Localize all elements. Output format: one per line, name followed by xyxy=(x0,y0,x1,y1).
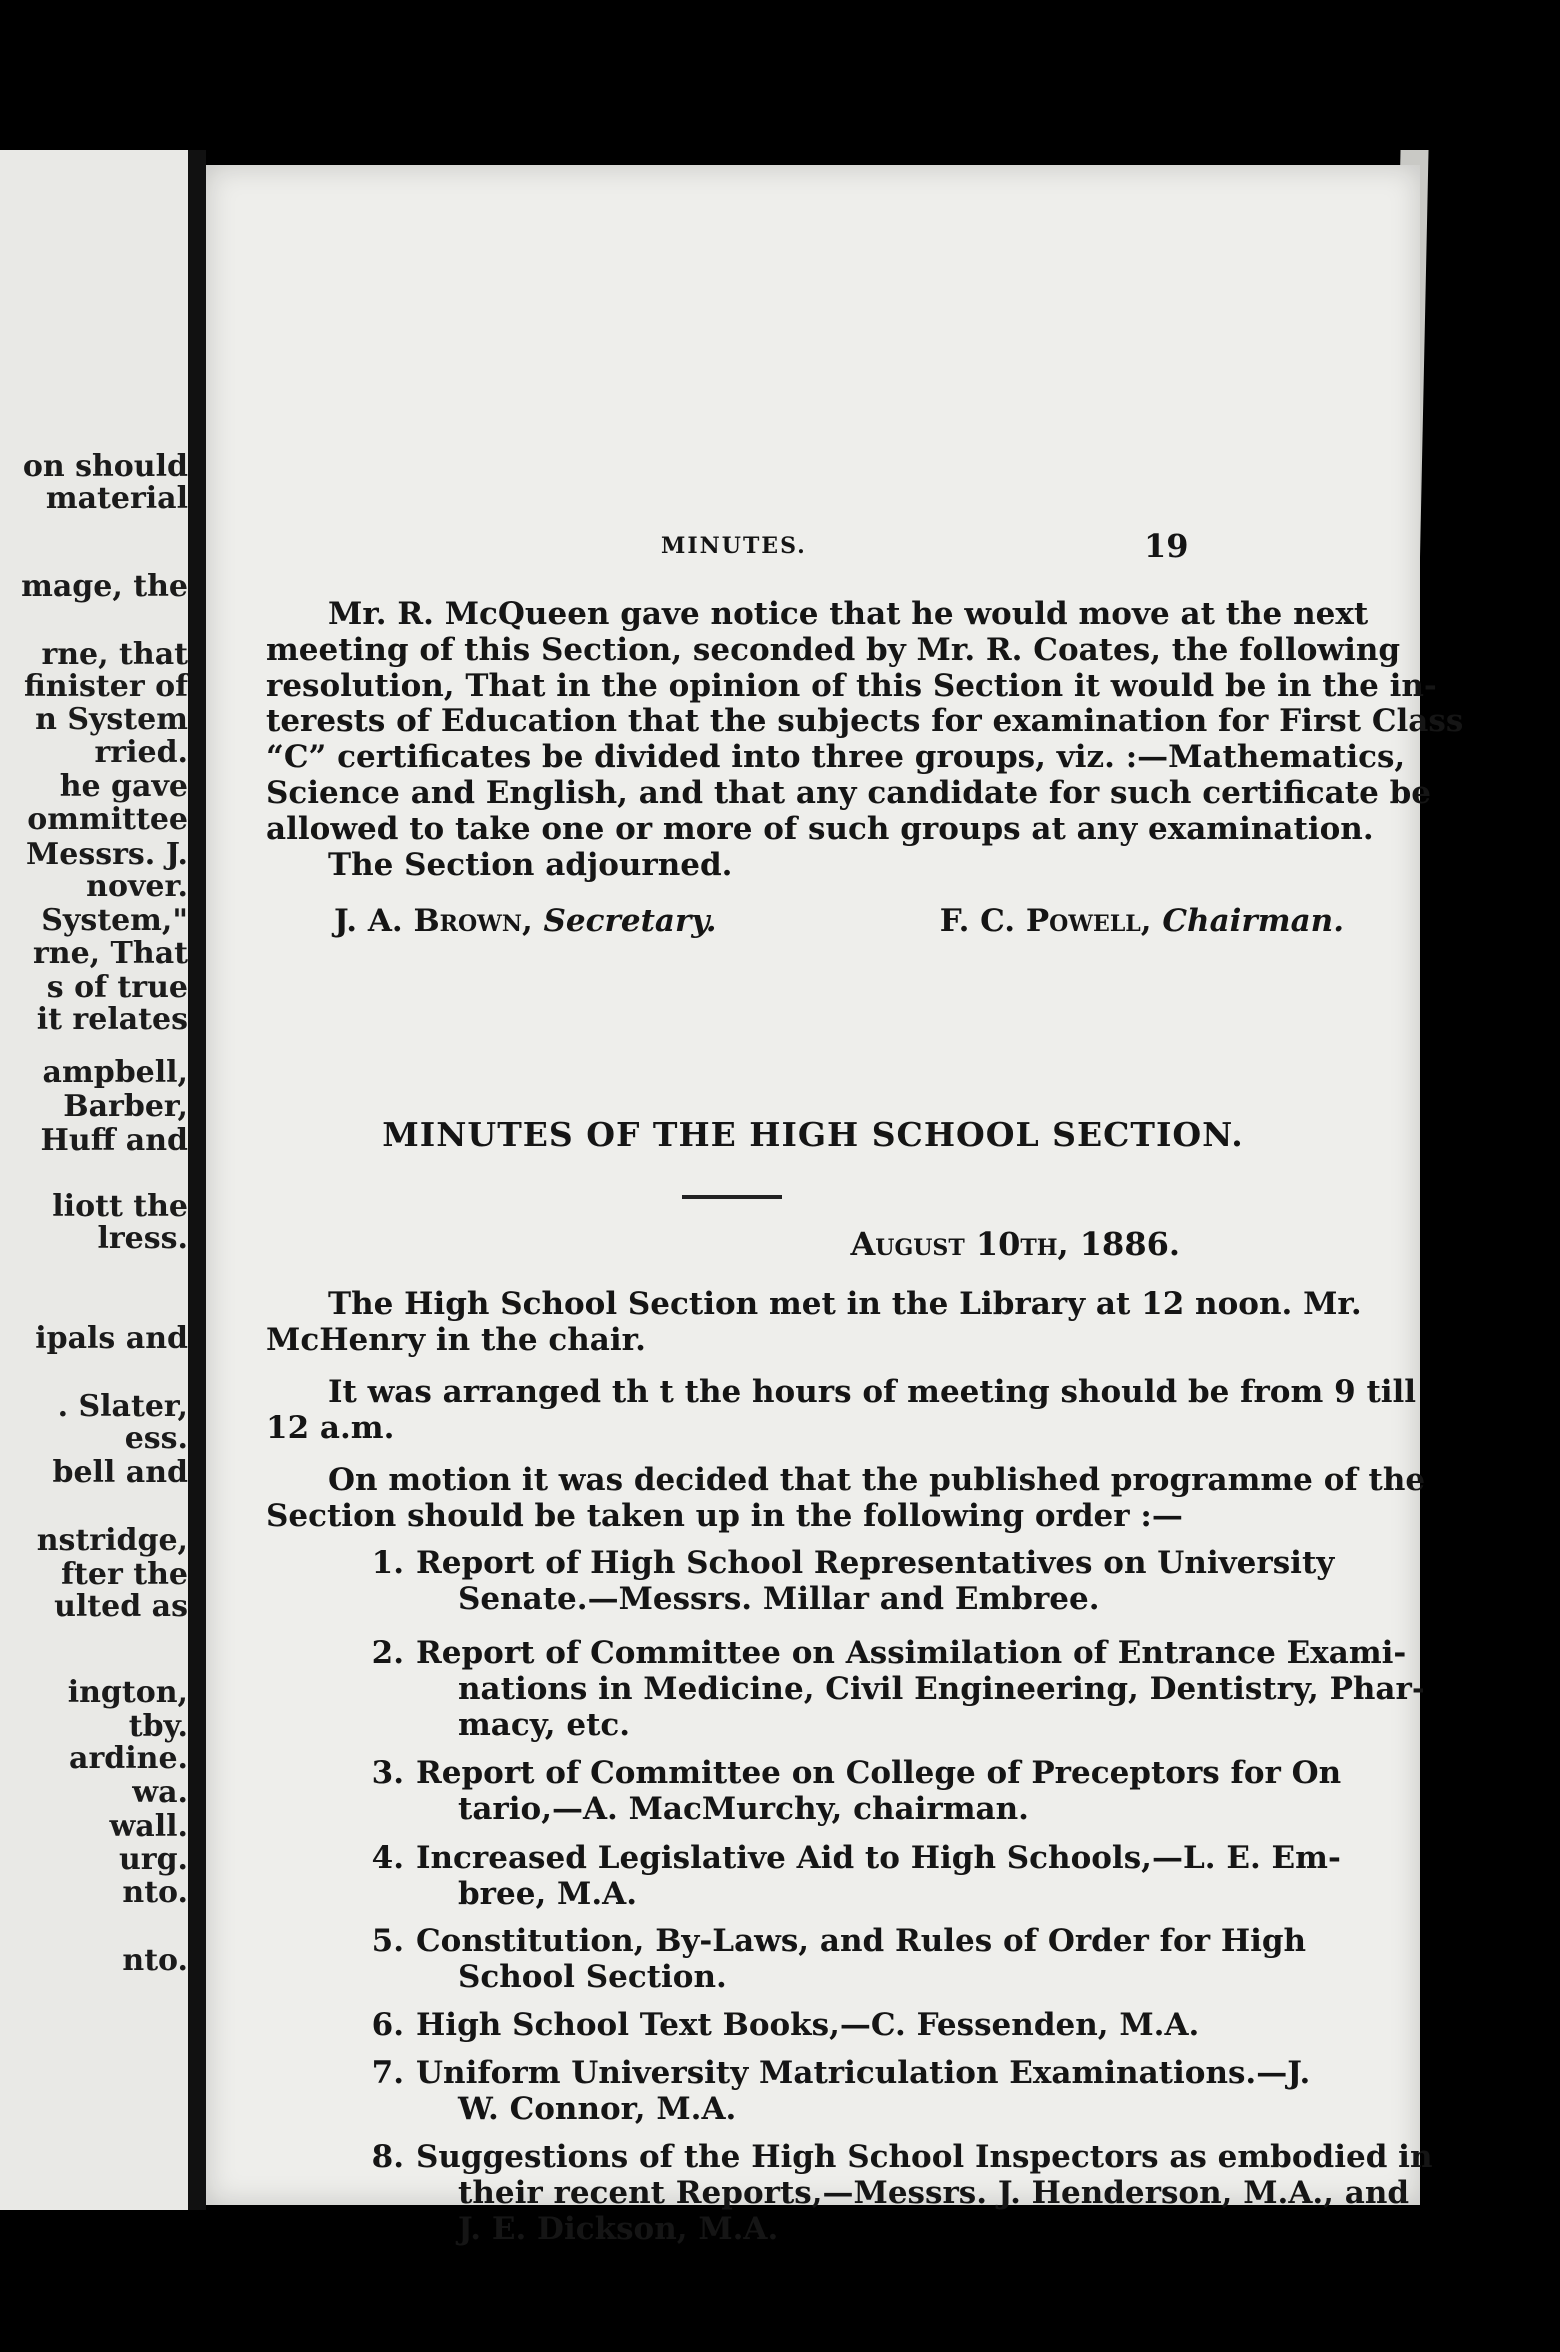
facing-page-line: urg. xyxy=(118,1843,188,1877)
programme-item-line: nations in Medicine, Civil Engineering, Dentistry, Phar- xyxy=(458,1671,1425,1707)
facing-page-line: ommittee xyxy=(27,803,188,837)
facing-page-line: Huff and xyxy=(40,1124,188,1158)
facing-page-line: nto. xyxy=(122,1876,188,1910)
programme-item-text xyxy=(416,2055,1396,2127)
programme-item-number: 4. xyxy=(371,1840,404,1876)
facing-page-line: lress. xyxy=(97,1222,188,1256)
chairman-title: Chairman. xyxy=(1162,903,1344,939)
notice-line: “C” certificates be divided into three groups, viz. :—Mathematics, xyxy=(266,739,1406,776)
notice-line: terests of Education that the subjects for examination for First Class xyxy=(266,703,1464,740)
programme-item-line: Report of Committee on College of Preceptors for On xyxy=(416,1755,1342,1791)
opening-line: McHenry in the chair. xyxy=(266,1321,646,1358)
notice-paragraph xyxy=(266,596,1464,883)
motion-paragraph xyxy=(266,1462,1426,1535)
facing-page-line: ington, xyxy=(67,1676,188,1710)
facing-page-line: . Slater, xyxy=(57,1390,188,1424)
secretary-title: Secretary. xyxy=(543,903,717,939)
title-rule xyxy=(682,1195,782,1199)
chairman-signature xyxy=(940,903,1344,939)
notice-line: Science and English, and that any candidate for such certificate be xyxy=(266,774,1431,811)
facing-page-line: rried. xyxy=(94,736,188,770)
programme-item-line: W. Connor, M.A. xyxy=(458,2091,737,2127)
opening-line: The High School Section met in the Library at 12 noon. Mr. xyxy=(328,1286,1362,1322)
facing-page-line: Messrs. J. xyxy=(26,838,188,872)
running-head: MINUTES. xyxy=(661,533,807,559)
programme-item-line: macy, etc. xyxy=(458,1707,631,1743)
programme-item-line: their recent Reports,—Messrs. J. Henderson, M.A., and xyxy=(458,2175,1410,2211)
programme-item-line: High School Text Books,—C. Fessenden, M.A. xyxy=(416,2007,1200,2043)
facing-page-line: rne, That xyxy=(32,937,188,971)
secretary-signature xyxy=(334,903,717,939)
facing-page-line: ulted as xyxy=(54,1590,188,1624)
notice-line: allowed to take one or more of such groups at any examination. xyxy=(266,810,1374,847)
notice-line: resolution, That in the opinion of this Section it would be in the in- xyxy=(266,667,1437,704)
facing-page-line: wa. xyxy=(132,1776,188,1810)
programme-item-line: Report of Committee on Assimilation of Entrance Exami- xyxy=(416,1635,1407,1671)
facing-page-line: on should xyxy=(22,450,188,484)
facing-page-line: fter the xyxy=(61,1558,188,1592)
programme-item-number: 2. xyxy=(371,1635,404,1671)
programme-item-text xyxy=(416,1545,1396,1617)
programme-item-number: 6. xyxy=(371,2007,404,2043)
facing-page-line: it relates xyxy=(36,1003,188,1037)
facing-page-line: finister of xyxy=(23,670,188,704)
notice-line: meeting of this Section, seconded by Mr. R. Coates, the following xyxy=(266,631,1401,668)
motion-line: Section should be taken up in the following order :— xyxy=(266,1497,1183,1534)
programme-item-number: 8. xyxy=(371,2139,404,2175)
programme-item-number: 1. xyxy=(371,1545,404,1581)
facing-page-line: System," xyxy=(41,904,188,938)
secretary-name: J. A. Brown, xyxy=(334,903,533,939)
programme-item-number: 5. xyxy=(371,1923,404,1959)
motion-line: On motion it was decided that the published programme of the xyxy=(328,1462,1426,1498)
book-page xyxy=(206,165,1464,2247)
section-title: MINUTES OF THE HIGH SCHOOL SECTION. xyxy=(382,1115,1244,1154)
facing-page-line: mage, the xyxy=(21,570,188,604)
hours-line: It was arranged th t the hours of meeting should be from 9 till xyxy=(328,1374,1417,1410)
facing-page-line: liott the xyxy=(52,1190,188,1224)
facing-page-line: wall. xyxy=(109,1810,188,1844)
programme-item-line: bree, M.A. xyxy=(458,1876,637,1912)
notice-line: Mr. R. McQueen gave notice that he would move at the next xyxy=(328,596,1369,632)
book-binding xyxy=(188,150,206,2210)
programme-item-line: Constitution, By-Laws, and Rules of Order for High xyxy=(416,1923,1307,1959)
page-number: 19 xyxy=(1144,527,1189,565)
meeting-date: August 10th, 1886. xyxy=(850,1225,1180,1263)
facing-page-line: tby. xyxy=(128,1710,188,1744)
hours-line: 12 a.m. xyxy=(266,1409,395,1446)
hours-paragraph xyxy=(266,1374,1417,1447)
adjourned-line: The Section adjourned. xyxy=(328,846,733,883)
opening-paragraph xyxy=(266,1287,1391,1359)
programme-item-text xyxy=(416,1840,1396,1912)
programme-item-line: J. E. Dickson, M.A. xyxy=(458,2211,779,2247)
programme-item-line: Suggestions of the High School Inspectors as embodied in xyxy=(416,2139,1433,2175)
programme-item-text xyxy=(416,1755,1396,1827)
facing-page-line: ipals and xyxy=(35,1322,188,1356)
facing-page-line: n System xyxy=(35,703,188,737)
programme-item-line: Senate.—Messrs. Millar and Embree. xyxy=(458,1581,1100,1617)
programme-item-text xyxy=(416,2007,1396,2043)
facing-page-line: bell and xyxy=(52,1456,188,1490)
chairman-name: F. C. Powell, xyxy=(939,903,1152,939)
facing-page-line: nover. xyxy=(86,870,188,904)
facing-page-line: nto. xyxy=(122,1944,188,1978)
programme-item-text xyxy=(416,1923,1396,1995)
facing-page-line: nstridge, xyxy=(36,1524,188,1558)
programme-item-number: 3. xyxy=(371,1755,404,1791)
facing-page-line: ampbell, xyxy=(42,1056,188,1090)
programme-item-number: 7. xyxy=(371,2055,404,2091)
facing-page-line: ess. xyxy=(124,1422,188,1456)
programme-item-line: Increased Legislative Aid to High Schools,—L. E. Em- xyxy=(416,1840,1341,1876)
programme-item-text xyxy=(416,1635,1425,1743)
programme-item-text xyxy=(416,2139,1433,2247)
facing-page-line: Barber, xyxy=(63,1090,188,1124)
facing-page-line: rne, that xyxy=(41,638,188,672)
facing-page-line: he gave xyxy=(59,770,188,804)
facing-page-line: ardine. xyxy=(69,1742,188,1776)
facing-page-line: s of true xyxy=(46,971,188,1005)
programme-item-line: Uniform University Matriculation Examinations.—J. xyxy=(416,2055,1311,2091)
facing-page-line: material xyxy=(45,482,188,516)
programme-item-line: tario,—A. MacMurchy, chairman. xyxy=(458,1791,1029,1827)
programme-item-line: School Section. xyxy=(458,1959,727,1995)
programme-item-line: Report of High School Representatives on University xyxy=(416,1545,1335,1581)
